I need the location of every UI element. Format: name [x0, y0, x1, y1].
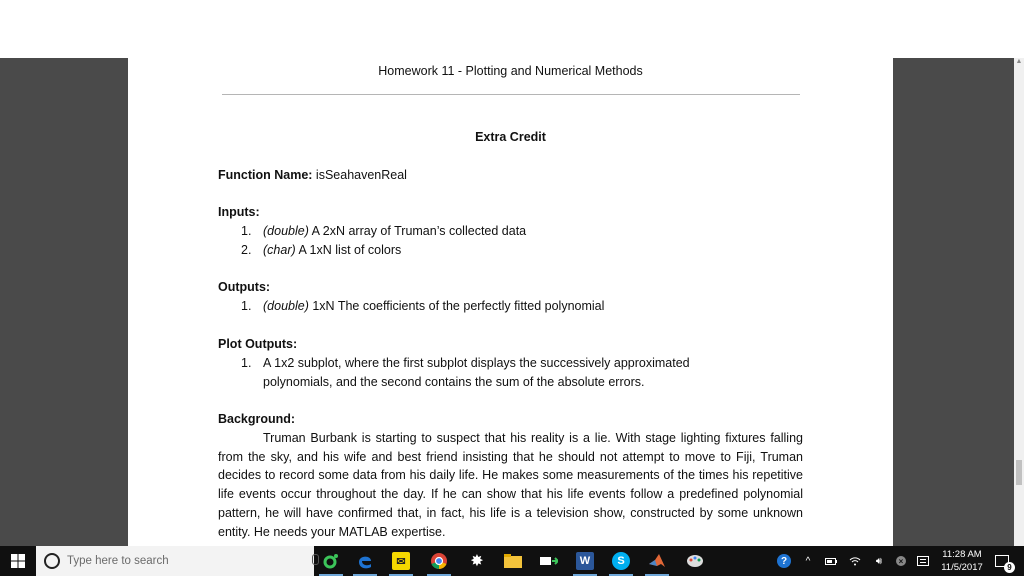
scrollbar-thumb[interactable] — [1016, 460, 1022, 485]
email-icon: ✉ — [392, 552, 410, 570]
list-text — [263, 222, 743, 241]
type-annotation: (char) — [263, 243, 296, 257]
tray-volume[interactable] — [868, 546, 890, 576]
taskbar-app-paint[interactable] — [680, 546, 710, 576]
document-margin-right — [893, 58, 1014, 546]
skype-icon: S — [612, 552, 630, 570]
tray-status[interactable] — [892, 546, 910, 576]
taskbar-app-word[interactable] — [570, 546, 600, 576]
paint-palette-icon — [686, 552, 704, 570]
taskbar-app-chrome[interactable] — [424, 546, 454, 576]
keyboard-icon — [917, 556, 929, 566]
document-margin-left — [0, 58, 128, 546]
connect-icon — [540, 555, 558, 567]
function-name-value: isSeahavenReal — [312, 168, 407, 182]
windows-icon — [11, 554, 25, 568]
taskbar-app-connect[interactable] — [534, 546, 564, 576]
list-number: 2. — [241, 243, 252, 257]
sun-icon: ✸ — [470, 553, 484, 570]
tray-help[interactable] — [774, 546, 794, 576]
search-placeholder: Type here to search — [67, 555, 169, 567]
matlab-icon — [648, 552, 666, 570]
item-description: A 1xN list of colors — [295, 243, 402, 257]
wifi-icon — [849, 556, 861, 566]
chrome-icon — [430, 552, 448, 570]
speaker-icon: 🔊︎ — [875, 555, 883, 567]
list-number: 1. — [241, 356, 252, 370]
clock-date: 11/5/2017 — [941, 562, 983, 573]
plot-outputs-heading: Plot Outputs: — [218, 337, 298, 351]
type-annotation: (double) — [263, 299, 309, 313]
taskbar-app-edge[interactable] — [350, 546, 380, 576]
function-name-line — [218, 166, 407, 185]
media-app-icon — [322, 552, 340, 570]
cortana-icon — [44, 553, 60, 569]
list-text — [263, 241, 743, 260]
tray-keyboard[interactable] — [913, 546, 933, 576]
header-divider — [222, 94, 800, 95]
edge-icon — [356, 552, 374, 570]
list-number: 1. — [241, 299, 252, 313]
page-header: Homework 11 - Plotting and Numerical Methods — [378, 64, 643, 78]
item-description: A 2xN array of Truman’s collected data — [308, 224, 527, 238]
folder-icon — [504, 554, 522, 568]
tray-battery[interactable] — [822, 546, 840, 576]
taskbar-app-weather[interactable] — [462, 546, 492, 576]
close-circle-icon: × — [896, 556, 906, 566]
background-paragraph: Truman Burbank is starting to suspect that his reality is a lie. With stage lighting fixtures falling from the sky, and his wife and best friend insisting that he should not attempt to move to Fiji, Truman decides to record some data from his daily life. He makes some measurements of the times his repetitive life events occur throughout the day. If he can show that his life events follow a predefined polynomial pattern, he will have confirmed that, in fact, his life is a television show, constructed by some unknown entity. He needs your MATLAB expertise. — [218, 431, 803, 539]
taskbar-app-matlab[interactable] — [642, 546, 672, 576]
tray-wifi[interactable] — [846, 546, 864, 576]
search-box[interactable] — [36, 546, 314, 576]
item-description: A 1x2 subplot, where the first subplot displays the successively approximated polynomials, and the second contains the sum of the absolute errors. — [263, 356, 690, 389]
document-page — [128, 58, 893, 546]
notification-badge: 9 — [1004, 562, 1015, 573]
show-hidden-icons-button[interactable] — [800, 546, 816, 576]
list-number: 1. — [241, 224, 252, 238]
chevron-up-icon: ^ — [805, 555, 811, 567]
section-title: Extra Credit — [475, 130, 546, 144]
background-heading: Background: — [218, 412, 296, 426]
window-top-area — [0, 0, 1024, 58]
start-button[interactable] — [0, 546, 36, 576]
list-text — [263, 297, 743, 316]
taskbar-app-file-explorer[interactable] — [498, 546, 528, 576]
system-clock[interactable] — [935, 546, 989, 576]
scroll-up-icon[interactable]: ▲ — [1015, 58, 1023, 65]
outputs-heading: Outputs: — [218, 280, 271, 294]
action-center-button[interactable] — [990, 546, 1014, 576]
inputs-heading: Inputs: — [218, 205, 260, 219]
help-icon: ? — [777, 554, 791, 568]
taskbar-app-email[interactable] — [386, 546, 416, 576]
notification-icon — [995, 555, 1012, 572]
word-icon: W — [576, 552, 594, 570]
item-description: 1xN The coefficients of the perfectly fitted polynomial — [308, 299, 605, 313]
type-annotation: (double) — [263, 224, 309, 238]
taskbar-app-media[interactable] — [316, 546, 346, 576]
battery-icon — [825, 558, 837, 565]
clock-time: 11:28 AM — [942, 549, 982, 560]
function-name-label: Function Name: — [218, 168, 313, 182]
taskbar-app-skype[interactable] — [606, 546, 636, 576]
